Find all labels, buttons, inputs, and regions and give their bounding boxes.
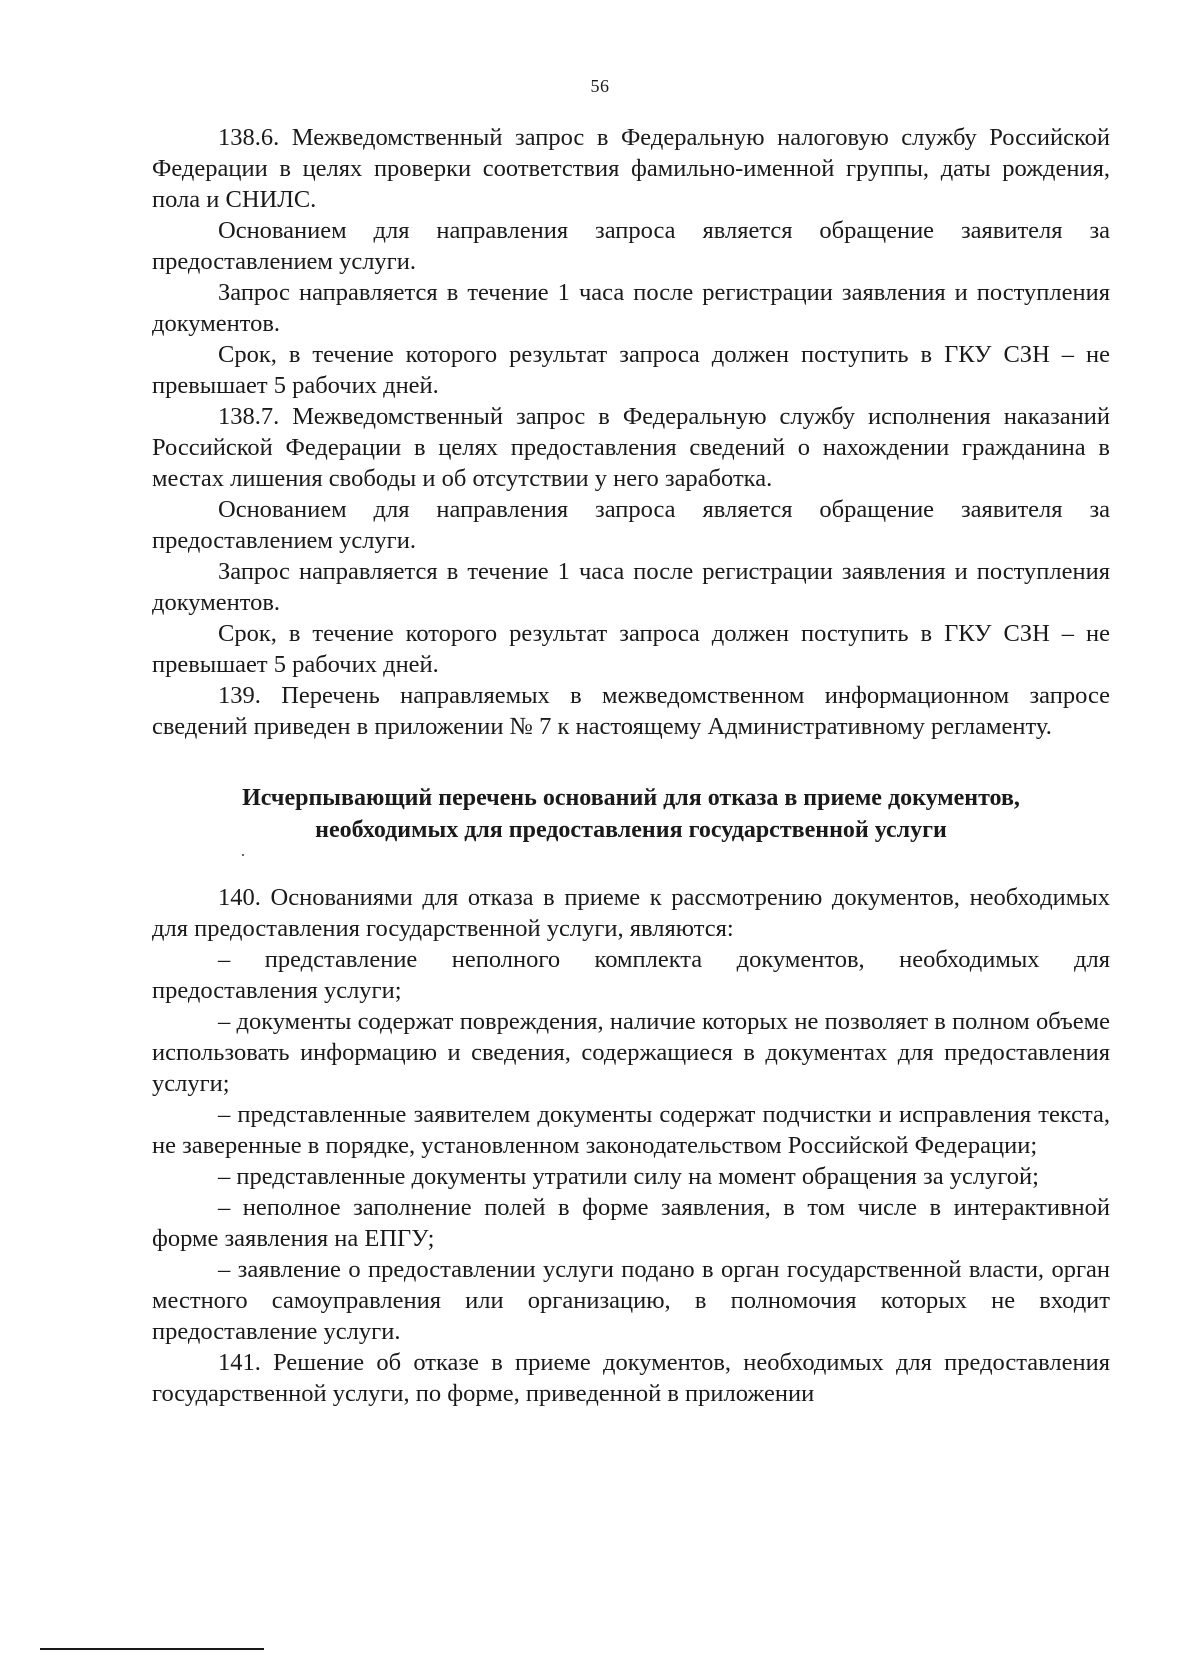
list-item: – неполное заполнение полей в форме заявления, в том числе в интерактивной форме заявления на ЕПГУ; [152, 1194, 1110, 1252]
list-item: – представленные заявителем документы содержат подчистки и исправления текста, не заверенные в порядке, установленном законодательством Российской Федерации; [152, 1101, 1110, 1159]
list-item: – представление неполного комплекта документов, необходимых для предоставления услуги; [152, 946, 1110, 1004]
list-item: – документы содержат повреждения, наличие которых не позволяет в полном объеме использовать информацию и сведения, содержащиеся в документах для предоставления услуги; [152, 1008, 1110, 1097]
paragraph: Основанием для направления запроса является обращение заявителя за предоставлением услуги. [152, 217, 1110, 275]
document-body [152, 122, 1110, 1409]
list-item: – заявление о предоставлении услуги подано в орган государственной власти, орган местного самоуправления или организацию, в полномочия которых не входит предоставление услуги. [152, 1256, 1110, 1345]
paragraph-140: 140. Основаниями для отказа в приеме к рассмотрению документов, необходимых для предоставления государственной услуги, являются: [152, 884, 1110, 942]
paragraph: Запрос направляется в течение 1 часа после регистрации заявления и поступления документов. [152, 558, 1110, 616]
paragraph: Основанием для направления запроса является обращение заявителя за предоставлением услуги. [152, 496, 1110, 554]
paragraph-141: 141. Решение об отказе в приеме документов, необходимых для предоставления государственной услуги, по форме, приведенной в приложении [152, 1349, 1110, 1407]
scan-speck [242, 854, 244, 856]
paragraph-138-7: 138.7. Межведомственный запрос в Федеральную службу исполнения наказаний Российской Федерации в целях предоставления сведений о нахождении гражданина в местах лишения свободы и об отсутствии у него заработка. [152, 403, 1110, 492]
paragraph-139: 139. Перечень направляемых в межведомственном информационном запросе сведений приведен в приложении № 7 к настоящему Административному регламенту. [152, 682, 1110, 740]
page-number: 56 [590, 76, 610, 96]
paragraph: Запрос направляется в течение 1 часа после регистрации заявления и поступления документов. [152, 279, 1110, 337]
paragraph: Срок, в течение которого результат запроса должен поступить в ГКУ СЗН – не превышает 5 рабочих дней. [152, 620, 1110, 678]
section-heading-line: Исчерпывающий перечень оснований для отказа в приеме документов, [242, 785, 1020, 811]
list-item: – представленные документы утратили силу на момент обращения за услугой; [218, 1163, 1039, 1190]
paragraph: Срок, в течение которого результат запроса должен поступить в ГКУ СЗН – не превышает 5 рабочих дней. [152, 341, 1110, 399]
footnote-rule [40, 1648, 264, 1650]
section-heading [152, 782, 1110, 846]
paragraph-138-6: 138.6. Межведомственный запрос в Федеральную налоговую службу Российской Федерации в целях проверки соответствия фамильно-именной группы, даты рождения, пола и СНИЛС. [152, 124, 1110, 213]
section-heading-line: необходимых для предоставления государственной услуги [315, 817, 947, 843]
